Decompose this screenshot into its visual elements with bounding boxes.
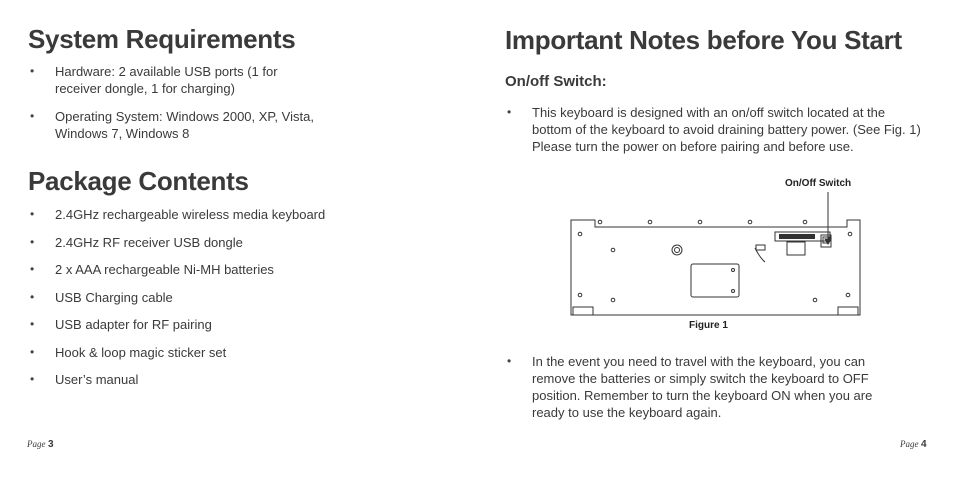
package-contents-list bbox=[28, 206, 325, 399]
notes-list-top bbox=[505, 104, 927, 155]
page-label: Page bbox=[900, 439, 919, 449]
list-item: • USB adapter for RF pairing bbox=[28, 316, 325, 333]
page-number-right bbox=[900, 439, 927, 450]
keyboard-bottom-figure bbox=[565, 190, 865, 325]
system-requirements-heading: System Requirements bbox=[28, 24, 296, 54]
page-number-left bbox=[27, 439, 54, 450]
page-label: Page bbox=[27, 439, 46, 449]
list-item: • USB Charging cable bbox=[28, 289, 325, 306]
figure-caption: Figure 1 bbox=[689, 320, 728, 331]
list-item: • 2 x AAA rechargeable Ni-MH batteries bbox=[28, 261, 325, 278]
foot-right bbox=[838, 307, 858, 315]
page-number: 4 bbox=[921, 439, 927, 450]
list-item: • User’s manual bbox=[28, 371, 325, 388]
list-item: • Hardware: 2 available USB ports (1 for receiver dongle, 1 for charging) bbox=[28, 63, 325, 97]
foot-left bbox=[573, 307, 593, 315]
notes-list-bottom bbox=[505, 353, 892, 421]
list-item: • Hook & loop magic sticker set bbox=[28, 344, 325, 361]
list-item: • 2.4GHz RF receiver USB dongle bbox=[28, 234, 325, 251]
package-contents-heading: Package Contents bbox=[28, 166, 249, 196]
list-item: • Operating System: Windows 2000, XP, Vista, Windows 7, Windows 8 bbox=[28, 108, 325, 142]
important-notes-heading: Important Notes before You Start bbox=[505, 25, 902, 55]
system-requirements-list bbox=[28, 63, 325, 153]
page-number: 3 bbox=[48, 439, 54, 450]
list-item: • In the event you need to travel with the keyboard, you can remove the batteries or simply switch the keyboard to OFF position. Remember to turn the keyboard ON when you are ready to use the keyboard again. bbox=[505, 353, 892, 421]
on-off-switch-subheading: On/off Switch: bbox=[505, 73, 607, 90]
list-item: • 2.4GHz rechargeable wireless media keyboard bbox=[28, 206, 325, 223]
dongle-slot bbox=[787, 242, 805, 255]
on-off-switch-callout-label: On/Off Switch bbox=[785, 178, 852, 189]
list-item: • This keyboard is designed with an on/off switch located at the bottom of the keyboard to avoid draining battery power. (See Fig. 1) Please turn the power on before pairing and before use. bbox=[505, 104, 927, 155]
